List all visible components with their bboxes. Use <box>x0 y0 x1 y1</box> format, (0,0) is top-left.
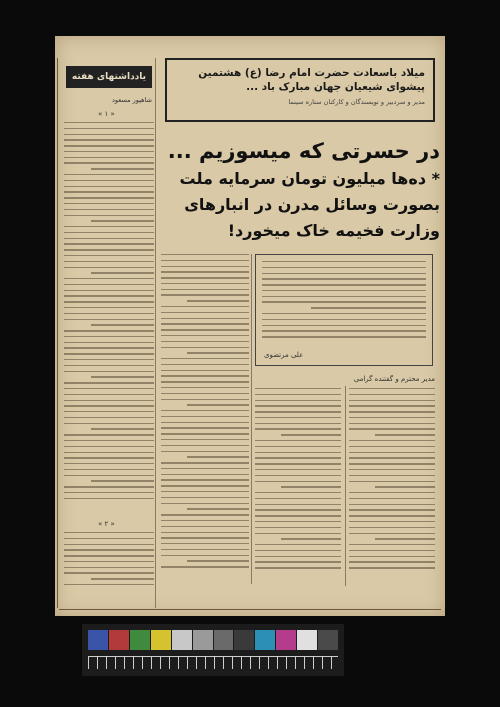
text-line <box>349 544 435 545</box>
text-line <box>161 526 249 527</box>
text-line <box>349 394 435 395</box>
text-line <box>187 404 249 405</box>
text-line <box>64 561 154 562</box>
text-line <box>64 492 154 493</box>
text-line <box>64 549 154 550</box>
weekly-notes-body <box>64 122 154 512</box>
text-line <box>161 277 249 278</box>
text-line <box>161 497 249 498</box>
text-line <box>91 168 154 169</box>
text-line <box>64 284 154 285</box>
main-headline <box>155 136 440 244</box>
text-line <box>64 301 154 302</box>
text-line <box>64 249 154 250</box>
text-line <box>161 555 249 556</box>
text-line <box>349 446 435 447</box>
text-line <box>349 417 435 418</box>
text-line <box>91 324 154 325</box>
text-line <box>161 323 249 324</box>
text-line <box>64 365 154 366</box>
text-line <box>187 352 249 353</box>
text-line <box>64 307 154 308</box>
text-line <box>161 445 249 446</box>
text-line <box>255 515 341 516</box>
text-line <box>161 347 249 348</box>
text-line <box>161 537 249 538</box>
text-line <box>64 319 154 320</box>
text-line <box>161 329 249 330</box>
text-line <box>349 527 435 528</box>
text-line <box>255 504 341 505</box>
text-line <box>64 544 154 545</box>
color-calibration-target <box>82 624 344 676</box>
text-line <box>91 272 154 273</box>
text-line <box>91 376 154 377</box>
text-line <box>64 353 154 354</box>
text-line <box>161 549 249 550</box>
quote-box-text <box>262 261 426 341</box>
text-line <box>161 416 249 417</box>
section-number-1: « ۱ » <box>98 110 115 118</box>
text-line <box>64 371 154 372</box>
text-line <box>64 226 154 227</box>
article-column-right <box>349 388 435 578</box>
text-line <box>91 220 154 221</box>
text-line <box>187 456 249 457</box>
text-line <box>64 330 154 331</box>
text-line <box>64 151 154 152</box>
text-line <box>187 560 249 561</box>
text-line <box>161 439 249 440</box>
text-line <box>64 538 154 539</box>
text-line <box>262 330 426 331</box>
text-line <box>255 521 341 522</box>
text-line <box>349 556 435 557</box>
text-line <box>161 271 249 272</box>
text-line <box>161 364 249 365</box>
text-line <box>255 411 341 412</box>
text-line <box>64 267 154 268</box>
text-line <box>64 394 154 395</box>
text-line <box>161 451 249 452</box>
text-line <box>349 469 435 470</box>
weekly-notes-column <box>57 58 156 608</box>
swatch <box>214 630 234 650</box>
text-line <box>64 417 154 418</box>
quote-box-signature: علی مرتضوی <box>264 351 304 359</box>
text-line <box>255 492 341 493</box>
text-line <box>255 417 341 418</box>
weekly-notes-author: شاهپور مسعود <box>111 96 152 104</box>
text-line <box>64 572 154 573</box>
text-line <box>262 267 426 268</box>
text-line <box>349 428 435 429</box>
text-line <box>64 290 154 291</box>
text-line <box>161 514 249 515</box>
text-line <box>262 313 426 314</box>
swatch <box>255 630 275 650</box>
text-line <box>64 382 154 383</box>
text-line <box>281 434 341 435</box>
text-line <box>349 492 435 493</box>
text-line <box>161 335 249 336</box>
swatch <box>151 630 171 650</box>
text-line <box>64 469 154 470</box>
text-line <box>161 393 249 394</box>
text-line <box>64 238 154 239</box>
swatch <box>193 630 213 650</box>
text-line <box>349 411 435 412</box>
text-line <box>161 358 249 359</box>
text-line <box>255 556 341 557</box>
text-line <box>161 532 249 533</box>
banner-credit: مدیر و سردبیر و نویسندگان و کارکنان ستاره سینما <box>288 98 425 106</box>
text-line <box>375 434 435 435</box>
text-line <box>64 295 154 296</box>
page-footer-rule <box>59 609 441 610</box>
text-line <box>161 491 249 492</box>
article-column-left <box>161 254 249 574</box>
text-line <box>255 388 341 389</box>
text-line <box>161 468 249 469</box>
text-line <box>255 509 341 510</box>
text-line <box>64 139 154 140</box>
text-line <box>262 284 426 285</box>
text-line <box>161 289 249 290</box>
text-line <box>349 452 435 453</box>
text-line <box>349 567 435 568</box>
scale-ruler <box>88 656 338 669</box>
swatch <box>276 630 296 650</box>
column-divider-2 <box>251 254 252 584</box>
text-line <box>64 232 154 233</box>
text-line <box>255 446 341 447</box>
banner-line-1: میلاد باسعادت حضرت امام رضا (ع) هشتمین <box>198 67 425 79</box>
text-line <box>255 457 341 458</box>
text-line <box>64 555 154 556</box>
text-line <box>281 538 341 539</box>
text-line <box>161 485 249 486</box>
text-line <box>349 440 435 441</box>
text-line <box>64 180 154 181</box>
swatch <box>234 630 254 650</box>
text-line <box>64 162 154 163</box>
text-line <box>349 521 435 522</box>
text-line <box>262 261 426 262</box>
text-line <box>262 325 426 326</box>
text-line <box>255 469 341 470</box>
text-line <box>349 561 435 562</box>
text-line <box>161 254 249 255</box>
column-divider <box>155 58 156 608</box>
text-line <box>255 550 341 551</box>
text-line <box>64 498 154 499</box>
swatch <box>297 630 317 650</box>
text-line <box>64 486 154 487</box>
text-line <box>64 440 154 441</box>
text-line <box>262 278 426 279</box>
text-line <box>64 400 154 401</box>
text-line <box>349 423 435 424</box>
text-line <box>64 347 154 348</box>
text-line <box>64 278 154 279</box>
weekly-notes-header: یادداشتهای هفته <box>66 66 152 88</box>
weekly-notes-body-2 <box>64 532 154 592</box>
text-line <box>349 481 435 482</box>
text-line <box>161 462 249 463</box>
text-line <box>64 255 154 256</box>
swatch <box>109 630 129 650</box>
text-line <box>255 452 341 453</box>
text-line <box>161 266 249 267</box>
text-line <box>255 561 341 562</box>
text-line <box>64 122 154 123</box>
section-number-2: « ۲ » <box>98 520 115 528</box>
text-line <box>64 261 154 262</box>
text-line <box>262 290 426 291</box>
text-line <box>255 423 341 424</box>
text-line <box>311 307 426 308</box>
text-line <box>64 134 154 135</box>
text-line <box>64 388 154 389</box>
text-line <box>349 463 435 464</box>
text-line <box>187 300 249 301</box>
text-line <box>161 410 249 411</box>
text-line <box>64 197 154 198</box>
congratulation-banner <box>165 58 435 122</box>
article-subheading: مدیر محترم و گفتنده گرامی <box>353 375 435 383</box>
headline-line-3: بصورت وسائل مدرن در انبارهای <box>184 195 440 214</box>
text-line <box>262 336 426 337</box>
quote-box <box>255 254 433 366</box>
text-line <box>161 543 249 544</box>
text-line <box>64 359 154 360</box>
text-line <box>64 209 154 210</box>
text-line <box>375 538 435 539</box>
swatch <box>172 630 192 650</box>
swatch <box>318 630 338 650</box>
text-line <box>349 550 435 551</box>
text-line <box>161 422 249 423</box>
text-line <box>349 533 435 534</box>
text-line <box>91 428 154 429</box>
text-line <box>349 509 435 510</box>
text-line <box>64 215 154 216</box>
text-line <box>64 584 154 585</box>
text-line <box>262 319 426 320</box>
text-line <box>349 405 435 406</box>
text-line <box>262 273 426 274</box>
text-line <box>64 532 154 533</box>
text-line <box>64 405 154 406</box>
swatch <box>130 630 150 650</box>
text-line <box>64 157 154 158</box>
text-line <box>161 427 249 428</box>
text-line <box>255 567 341 568</box>
text-line <box>281 486 341 487</box>
text-line <box>91 480 154 481</box>
text-line <box>64 128 154 129</box>
text-line <box>255 544 341 545</box>
text-line <box>262 301 426 302</box>
text-line <box>255 394 341 395</box>
text-line <box>255 428 341 429</box>
text-line <box>64 475 154 476</box>
text-line <box>64 452 154 453</box>
text-line <box>262 296 426 297</box>
text-line <box>349 457 435 458</box>
text-line <box>161 341 249 342</box>
text-line <box>161 318 249 319</box>
swatch <box>88 630 108 650</box>
text-line <box>255 405 341 406</box>
text-line <box>64 336 154 337</box>
text-line <box>255 498 341 499</box>
color-swatch-strip <box>88 630 338 650</box>
text-line <box>349 498 435 499</box>
text-line <box>349 504 435 505</box>
text-line <box>349 515 435 516</box>
text-line <box>349 400 435 401</box>
text-line <box>161 283 249 284</box>
text-line <box>255 533 341 534</box>
text-line <box>64 457 154 458</box>
text-line <box>161 520 249 521</box>
text-line <box>64 203 154 204</box>
text-line <box>161 375 249 376</box>
text-line <box>255 527 341 528</box>
text-line <box>64 191 154 192</box>
headline-line-2: * ده‌ها میلیون تومان سرمایه ملت <box>179 169 440 188</box>
text-line <box>161 479 249 480</box>
text-line <box>161 306 249 307</box>
text-line <box>255 481 341 482</box>
text-line <box>64 463 154 464</box>
text-line <box>64 145 154 146</box>
newspaper-page <box>55 36 445 616</box>
text-line <box>161 294 249 295</box>
text-line <box>161 312 249 313</box>
text-line <box>64 446 154 447</box>
text-line <box>161 474 249 475</box>
article-column-middle <box>255 388 341 578</box>
text-line <box>161 260 249 261</box>
text-line <box>64 423 154 424</box>
column-divider-3 <box>345 386 346 586</box>
text-line <box>64 434 154 435</box>
text-line <box>255 400 341 401</box>
headline-line-4: وزارت فخیمه خاک میخورد! <box>227 221 440 240</box>
text-line <box>161 399 249 400</box>
text-line <box>64 567 154 568</box>
text-line <box>64 243 154 244</box>
text-line <box>161 566 249 567</box>
text-line <box>255 463 341 464</box>
text-line <box>349 388 435 389</box>
banner-line-2: پیشوای شیعیان جهان مبارک باد ... <box>246 81 425 93</box>
text-line <box>375 486 435 487</box>
text-line <box>161 387 249 388</box>
text-line <box>349 475 435 476</box>
text-line <box>64 411 154 412</box>
text-line <box>187 508 249 509</box>
text-line <box>64 342 154 343</box>
text-line <box>64 174 154 175</box>
headline-line-1: در حسرتی که میسوزیم ... <box>167 139 440 163</box>
text-line <box>255 475 341 476</box>
text-line <box>161 503 249 504</box>
text-line <box>64 313 154 314</box>
text-line <box>161 381 249 382</box>
text-line <box>161 370 249 371</box>
text-line <box>161 433 249 434</box>
text-line <box>255 440 341 441</box>
text-line <box>64 186 154 187</box>
text-line <box>91 578 154 579</box>
